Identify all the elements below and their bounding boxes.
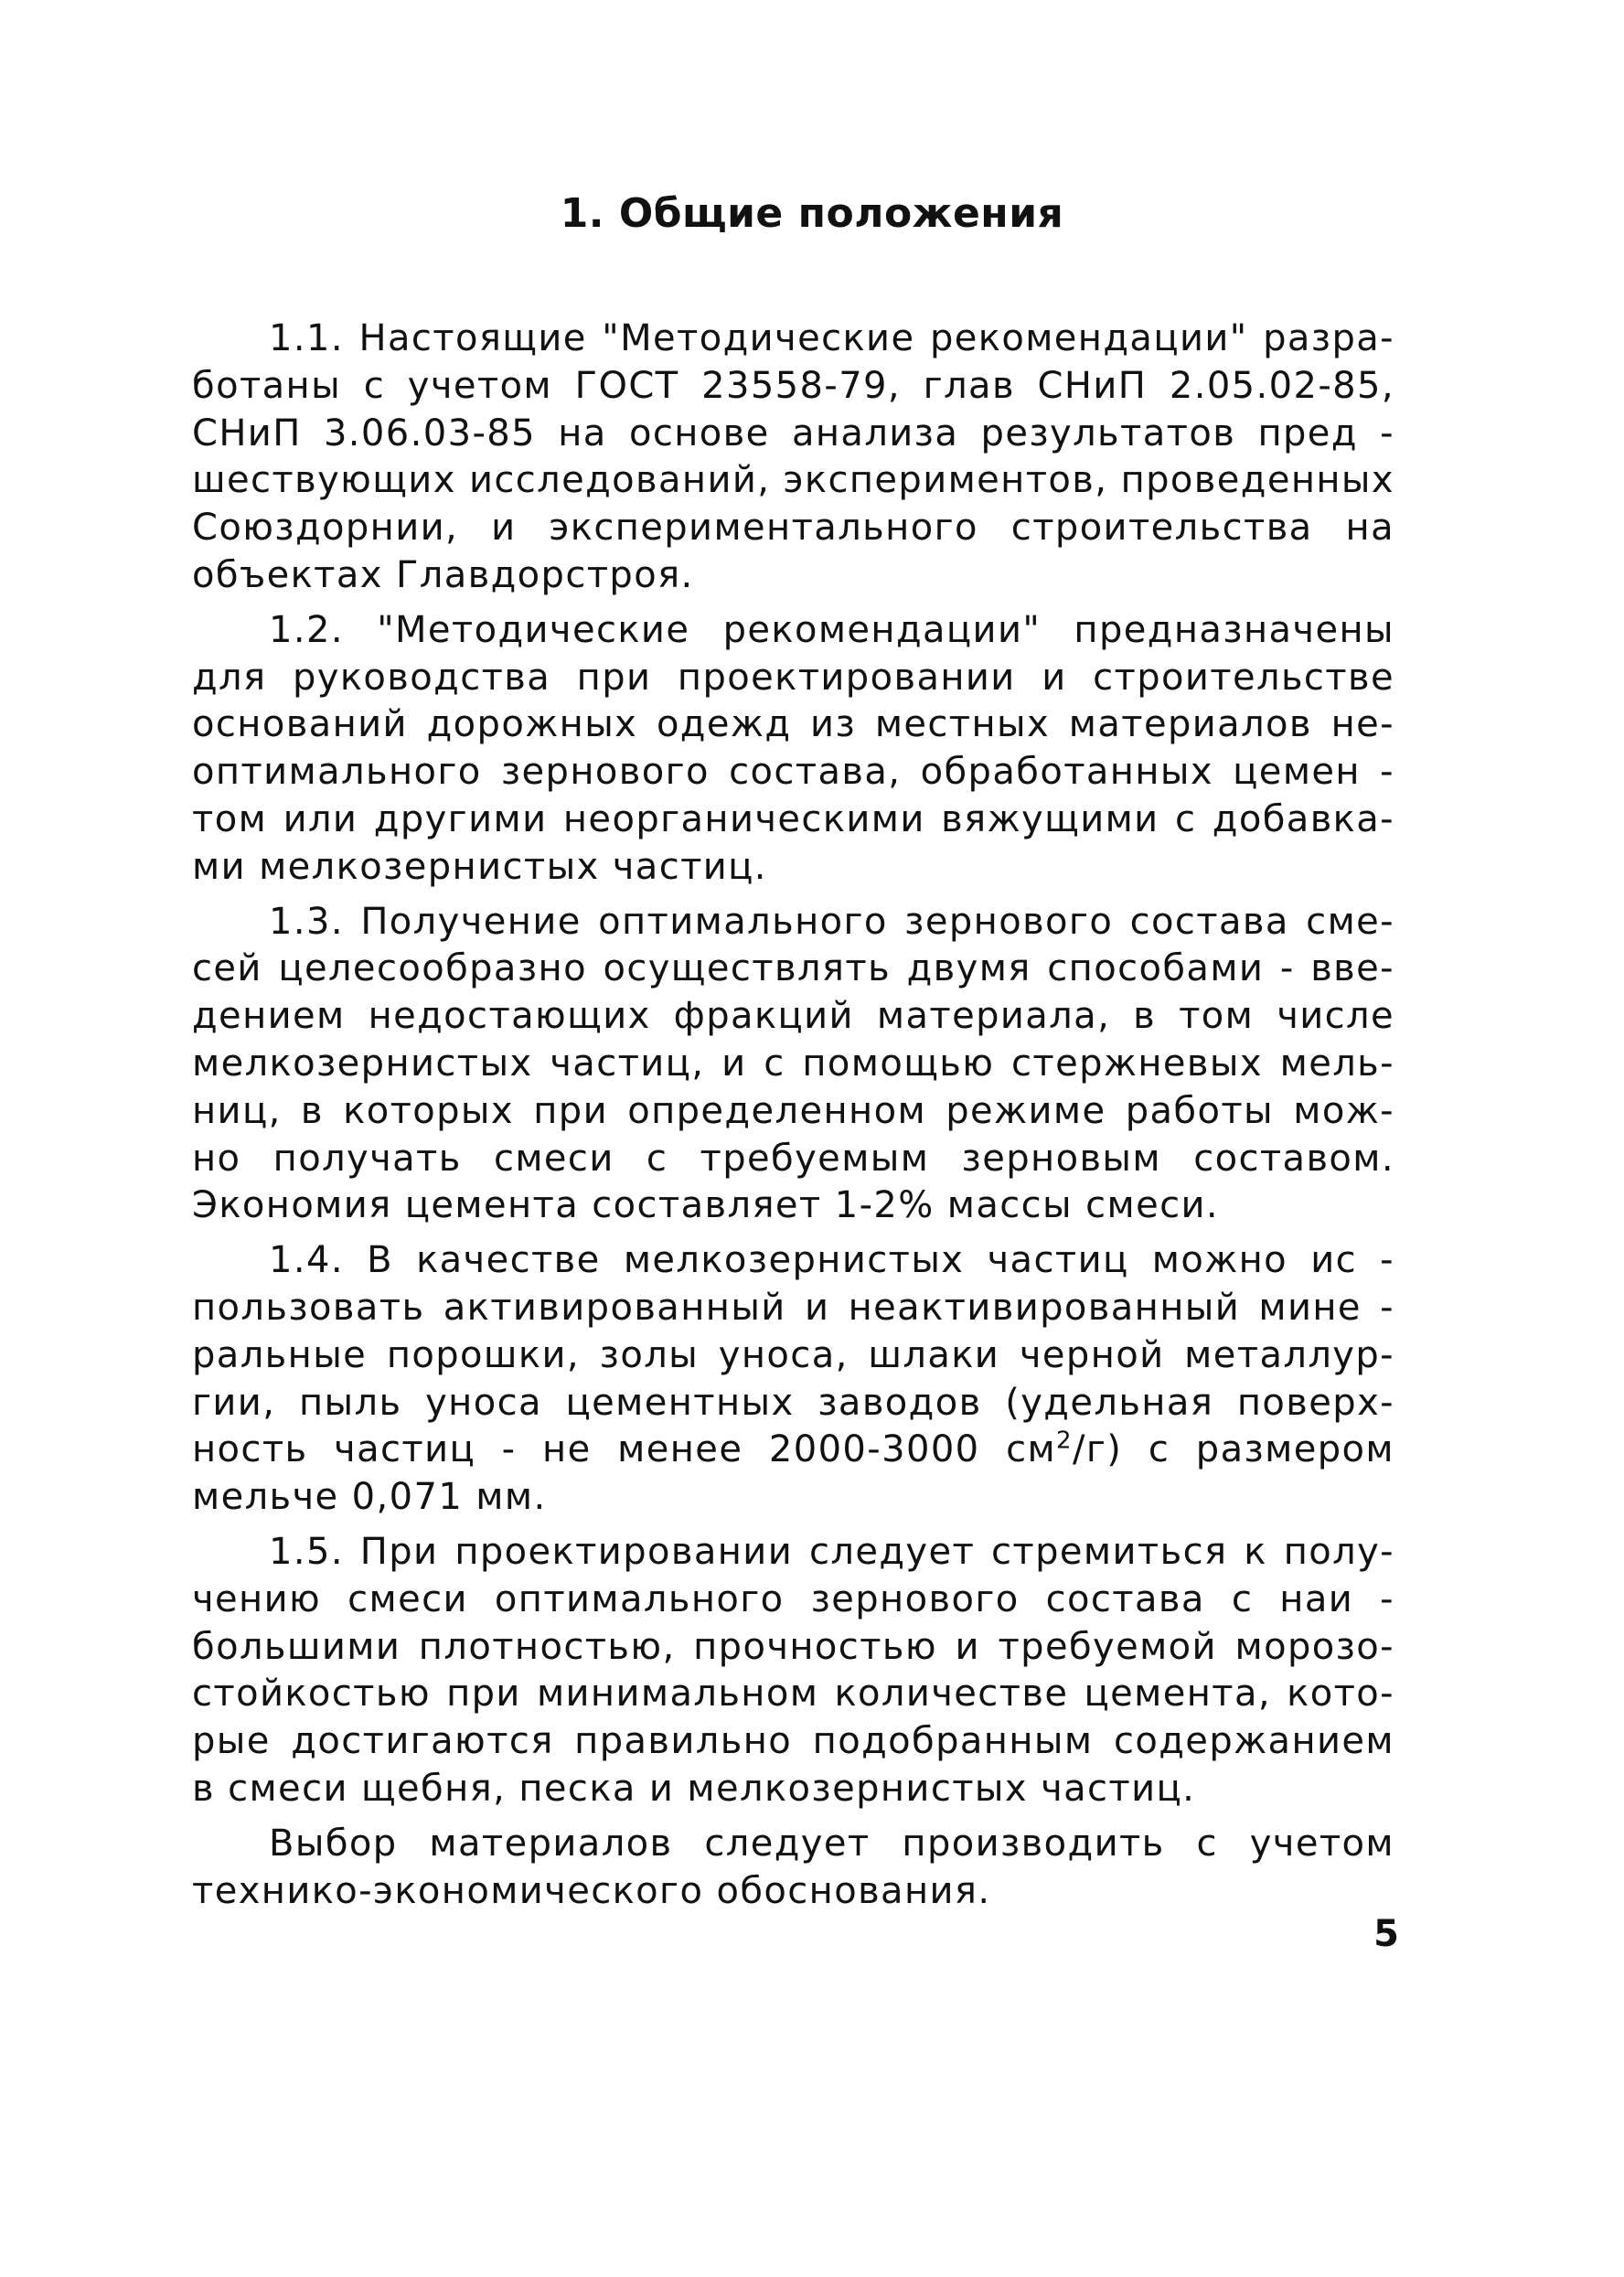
text-line: мельче 0,071 мм.: [192, 1476, 547, 1519]
text-line: 1.5. При проектировании следует стремиться к полу-: [269, 1530, 1394, 1573]
text-line: СНиП 3.06.03-85 на основе анализа результатов пред -: [192, 412, 1394, 454]
text-line: объектах Главдорстроя.: [192, 553, 694, 596]
text-line: Выбор материалов следует производить с учетом: [269, 1822, 1394, 1865]
body-text: [192, 315, 1394, 1915]
text-line: технико-экономического обоснования.: [192, 1869, 991, 1912]
text-line: большими плотностью, прочностью и требуемой морозо-: [192, 1625, 1394, 1668]
text-line: шествующих исследований, экспериментов, проведенных: [192, 459, 1394, 502]
page-number: 5: [1373, 1913, 1399, 1955]
text-line: 1.1. Настоящие "Методические рекомендации" разра-: [269, 317, 1394, 359]
text-line: пользовать активированный и неактивированный мине -: [192, 1286, 1394, 1329]
text-segment: ность частиц - не менее 2000-3000 см: [192, 1428, 1057, 1471]
text-line: оптимального зернового состава, обработанных цемен -: [192, 751, 1394, 794]
text-line: ниц, в которых при определенном режиме работы мож-: [192, 1089, 1394, 1132]
paragraph-1-3: [192, 899, 1394, 1231]
text-line: 1.2. "Методические рекомендации" предназначены: [269, 608, 1394, 651]
text-line: мелкозернистых частиц, и с помощью стержневых мель-: [192, 1042, 1394, 1085]
text-segment: /г) с размером: [1073, 1428, 1394, 1471]
text-line: 1.4. В качестве мелкозернистых частиц можно ис -: [269, 1239, 1394, 1282]
text-line: Союздорнии, и экспериментального строительства на: [192, 507, 1394, 550]
text-line: стойкостью при минимальном количестве цемента, кото-: [192, 1673, 1394, 1716]
text-line-with-superscript: [192, 1427, 1394, 1474]
text-line: но получать смеси с требуемым зерновым составом.: [192, 1137, 1394, 1180]
text-line: оснований дорожных одежд из местных материалов не-: [192, 703, 1394, 746]
text-line: дением недостающих фракций материала, в том числе: [192, 995, 1394, 1038]
paragraph-1-1: [192, 315, 1394, 600]
paragraph-1-4: [192, 1237, 1394, 1522]
text-line: чению смеси оптимального зернового состава с наи -: [192, 1577, 1394, 1620]
text-line: ральные порошки, золы уноса, шлаки черной металлур-: [192, 1333, 1394, 1376]
paragraph-1-5: [192, 1529, 1394, 1813]
text-line: для руководства при проектировании и строительстве: [192, 656, 1394, 699]
text-line: Экономия цемента составляет 1-2% массы смеси.: [192, 1184, 1220, 1227]
text-line: ботаны с учетом ГОСТ 23558-79, глав СНиП 2.05.02-85,: [192, 364, 1394, 407]
paragraph-final: [192, 1821, 1394, 1916]
paragraph-1-2: [192, 607, 1394, 892]
text-line: 1.3. Получение оптимального зернового состава сме-: [269, 900, 1394, 943]
superscript: 2: [1056, 1427, 1073, 1455]
text-line: сей целесообразно осуществлять двумя способами - вве-: [192, 947, 1394, 990]
section-title: 1. Общие положения: [560, 190, 1064, 237]
text-line: ми мелкозернистых частиц.: [192, 845, 767, 888]
text-line: рые достигаются правильно подобранным содержанием: [192, 1720, 1394, 1763]
text-line: в смеси щебня, песка и мелкозернистых частиц.: [192, 1767, 1196, 1810]
text-line: том или другими неорганическими вяжущими с добавка-: [192, 797, 1394, 840]
text-line: гии, пыль уноса цементных заводов (удельная поверх-: [192, 1381, 1394, 1424]
